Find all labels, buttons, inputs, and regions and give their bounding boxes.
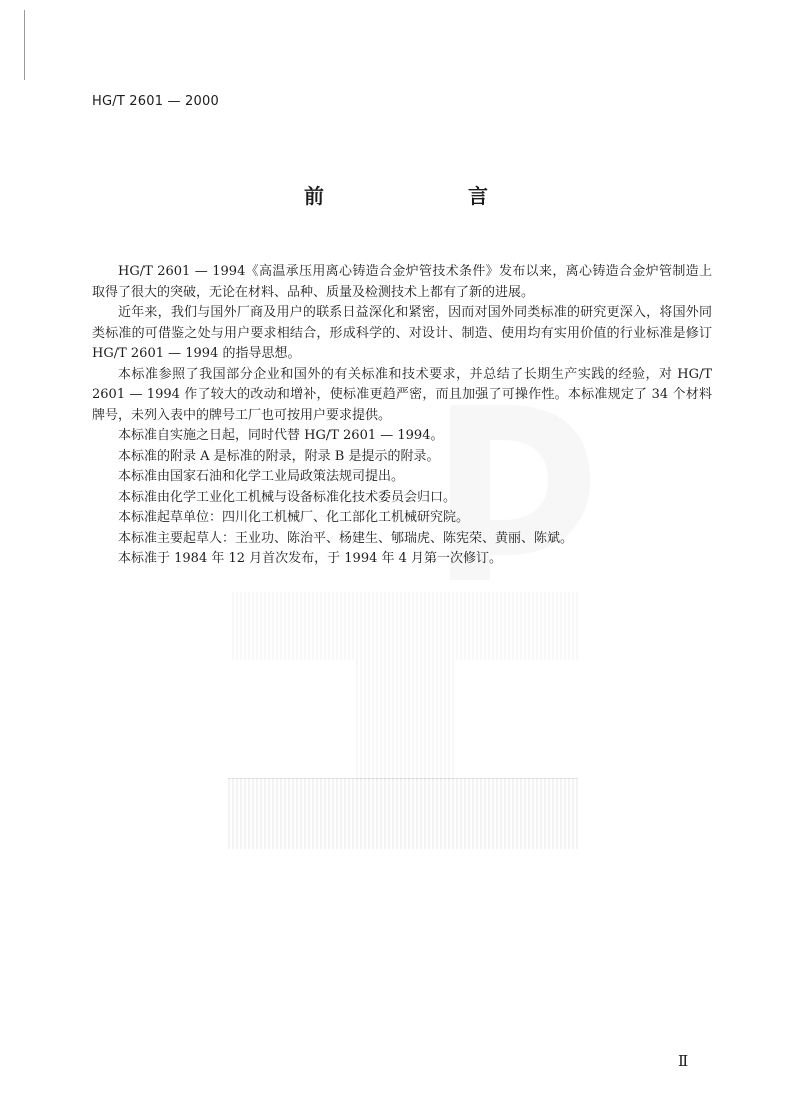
watermark-base-bar	[228, 778, 578, 849]
paragraph: 本标准参照了我国部分企业和国外的有关标准和技术要求，并总结了长期生产实践的经验，对 HG/T 2601 — 1994 作了较大的改动和增补，使标准更趋严密，而且加强了可操作性。本标准规定了 34 个材料牌号，未列入表中的牌号工厂也可按用户要求提供。	[92, 366, 712, 423]
paragraph: 近年来，我们与国外厂商及用户的联系日益深化和紧密，因而对国外同类标准的研究更深入，将国外同类标准的可借鉴之处与用户要求相结合，形成科学的、对设计、制造、使用均有实用价值的行业标准是修订 HG/T 2601 — 1994 的指导思想。	[92, 305, 712, 361]
foreword-body	[92, 262, 712, 570]
watermark-letter-t-stem	[356, 660, 456, 780]
watermark-letter-t-bar	[232, 592, 580, 660]
paragraph: 本标准主要起草人：王业功、陈治平、杨建生、郇瑞虎、陈宪荣、黄丽、陈斌。	[118, 530, 574, 546]
paragraph: 本标准由国家石油和化学工业局政策法规司提出。	[118, 469, 405, 484]
paragraph: 本标准由化学工业化工机械与设备标准化技术委员会归口。	[118, 489, 457, 505]
paragraph: HG/T 2601 — 1994《高温承压用离心铸造合金炉管技术条件》发布以来，离心铸造合金炉管制造上取得了很大的突破，无论在材料、品种、质量及检测技术上都有了新的进展。	[92, 264, 712, 300]
scan-edge-line	[24, 10, 25, 80]
page-title: 前 言	[304, 184, 550, 208]
paragraph: 本标准起草单位：四川化工机械厂、化工部化工机械研究院。	[118, 510, 470, 525]
paragraph: 本标准的附录 A 是标准的附录，附录 B 是提示的附录。	[118, 448, 440, 464]
page-number: Ⅱ	[678, 1052, 689, 1070]
paragraph: 本标准于 1984 年 12 月首次发布，于 1994 年 4 月第一次修订。	[118, 551, 503, 566]
paragraph: 本标准自实施之日起，同时代替 HG/T 2601 — 1994。	[118, 428, 444, 443]
document-code: HG/T 2601 — 2000	[92, 94, 219, 109]
